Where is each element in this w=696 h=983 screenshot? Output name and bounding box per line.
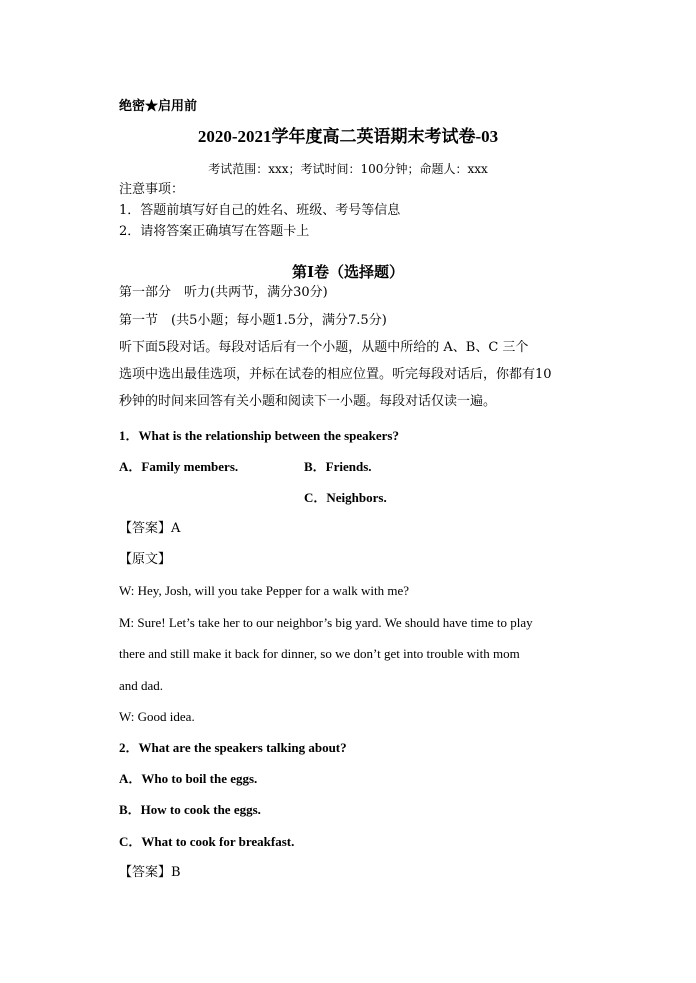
- q1-question: 1．What is the relationship between the speakers?: [119, 428, 399, 443]
- part-heading: 第一部分 听力(共两节，满分30分): [119, 285, 328, 300]
- q2-option-c: C．What to cook for breakfast.: [119, 834, 295, 849]
- q1-transcript-line-3: there and still make it back for dinner, so we don’t get into trouble with mom: [119, 646, 520, 661]
- q1-option-c: C．Neighbors.: [304, 490, 387, 505]
- q1-answer: 【答案】A: [119, 521, 181, 536]
- q2-option-a: A．Who to boil the eggs.: [119, 771, 258, 786]
- notes-heading: 注意事项：: [119, 182, 185, 197]
- notes-item-2: 2．请将答案正确填写在答题卡上: [119, 224, 310, 239]
- q1-option-a: A．Family members.: [119, 459, 239, 474]
- instructions-line-3: 秒钟的时间来回答有关小题和阅读下一小题。每段对话仅读一遍。: [119, 394, 497, 409]
- q1-transcript-label: 【原文】: [119, 552, 172, 567]
- section-heading: 第一节 (共5小题；每小题1.5分，满分7.5分): [119, 313, 387, 328]
- q1-transcript-line-5: W: Good idea.: [119, 709, 195, 724]
- instructions-line-2: 选项中选出最佳选项，并标在试卷的相应位置。听完每段对话后，你都有10: [119, 367, 552, 382]
- q2-answer: 【答案】B: [119, 865, 181, 880]
- q1-option-b: B．Friends.: [304, 459, 372, 474]
- exam-info: 考试范围：xxx；考试时间：100分钟；命题人：xxx: [208, 162, 488, 176]
- notes-item-1: 1．答题前填写好自己的姓名、班级、考号等信息: [119, 203, 401, 218]
- page-title: 2020-2021学年度高二英语期末考试卷-03: [197, 127, 499, 146]
- instructions-line-1: 听下面5段对话。每段对话后有一个小题，从题中所给的 A、B、C 三个: [119, 340, 529, 355]
- q1-transcript-line-1: W: Hey, Josh, will you take Pepper for a walk with me?: [119, 583, 410, 598]
- q2-question: 2．What are the speakers talking about?: [119, 740, 347, 755]
- secret-mark: 绝密★启用前: [119, 99, 198, 114]
- q1-transcript-line-4: and dad.: [119, 678, 164, 693]
- q2-option-b: B．How to cook the eggs.: [119, 802, 261, 817]
- q1-transcript-line-2: M: Sure! Let’s take her to our neighbor’s big yard. We should have time to play: [119, 615, 533, 630]
- volume-title: 第I卷（选择题）: [291, 263, 405, 281]
